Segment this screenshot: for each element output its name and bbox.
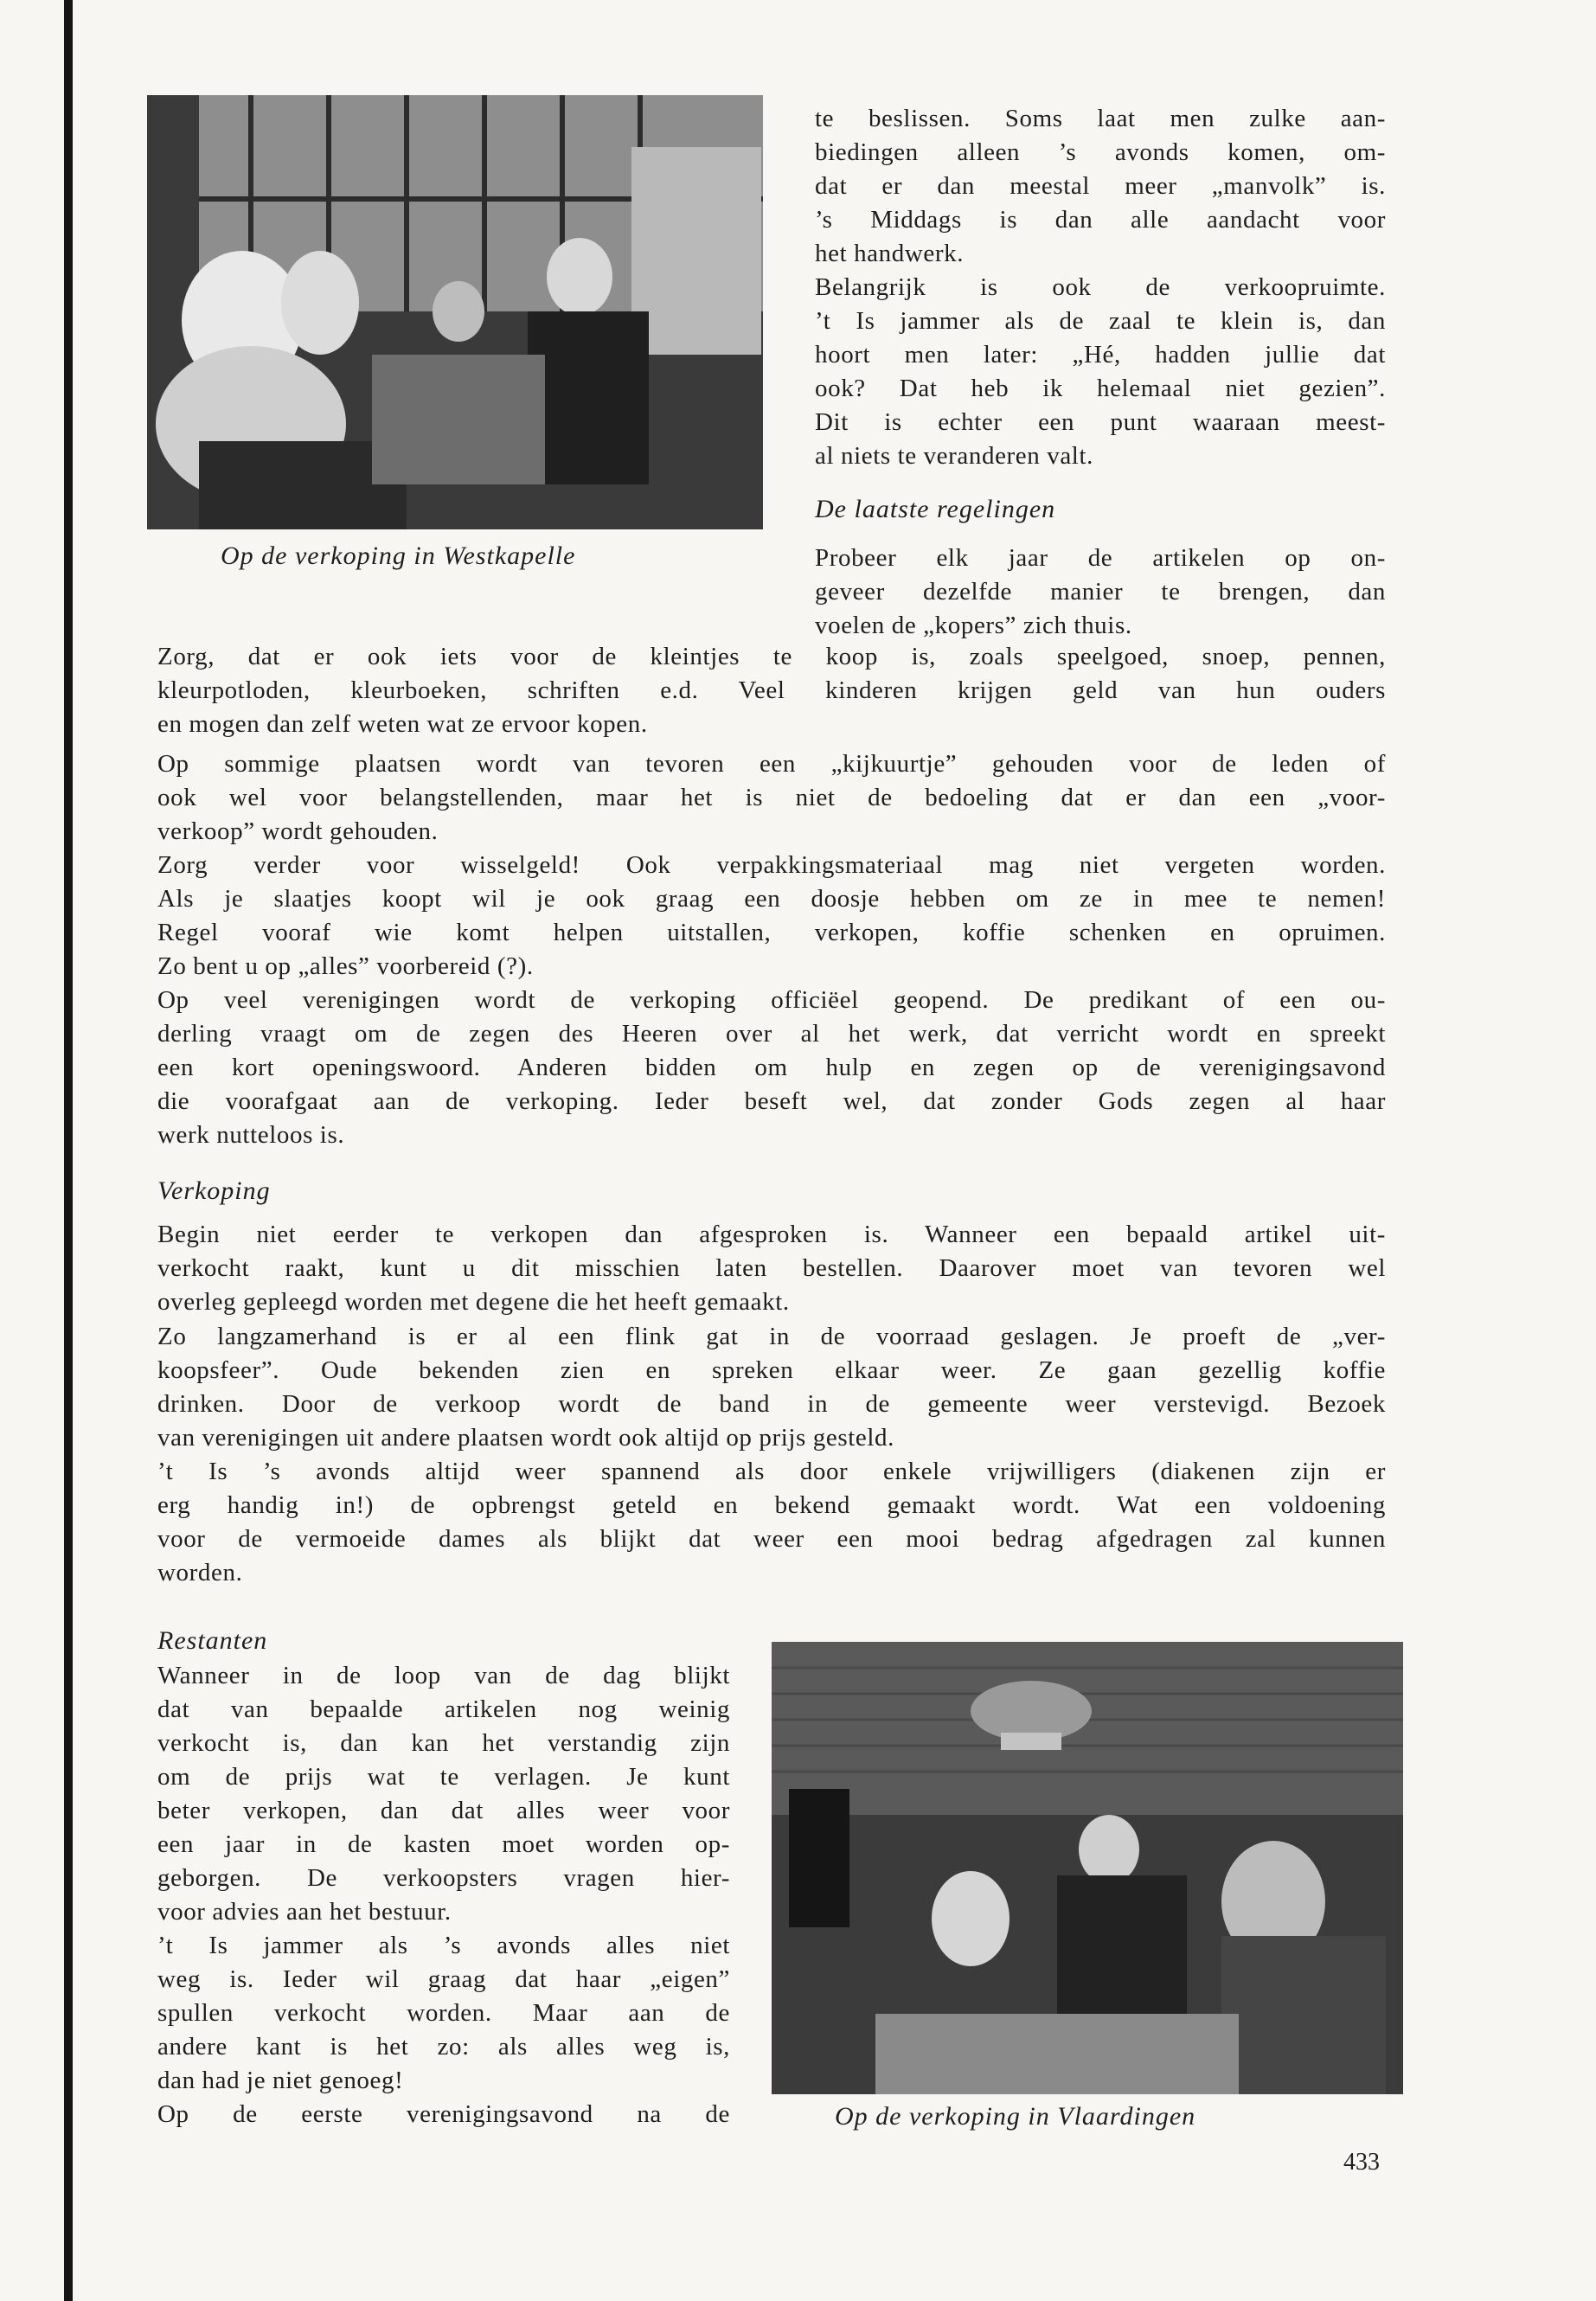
paragraph-begin — [157, 1218, 1386, 1319]
text-line: spullen verkocht worden. Maar aan de — [157, 1999, 730, 2027]
photo-westkapelle — [147, 95, 763, 529]
text-line: Als je slaatjes koopt wil je ook graag een doosje hebben om ze in mee te nemen! — [157, 885, 1386, 913]
paragraph-wisselgeld — [157, 849, 1386, 984]
section-heading-restanten: Restanten — [157, 1626, 268, 1655]
paragraph-opening — [157, 984, 1386, 1152]
text-line: kleurpotloden, kleurboeken, schriften e.d. Veel kinderen krijgen geld van hun ouders — [157, 676, 1386, 704]
text-line: voor advies aan het bestuur. — [157, 1898, 452, 1926]
text-line: die voorafgaat aan de verkoping. Ieder beseft wel, dat zonder Gods zegen al haar — [157, 1087, 1386, 1115]
text-line: om de prijs wat te verlagen. Je kunt — [157, 1763, 730, 1791]
text-line: ook wel voor belangstellenden, maar het is niet de bedoeling dat er dan een „voor- — [157, 784, 1386, 811]
text-line: van verenigingen uit andere plaatsen wordt ook altijd op prijs gesteld. — [157, 1424, 894, 1452]
section-heading-verkoping: Verkoping — [157, 1176, 271, 1205]
text-line: verkocht is, dan kan het verstandig zijn — [157, 1729, 730, 1757]
text-line: Zorg verder voor wisselgeld! Ook verpakkingsmateriaal mag niet vergeten worden. — [157, 851, 1386, 879]
page-number: 433 — [1343, 2149, 1380, 2176]
text-line: koopsfeer”. Oude bekenden zien en spreken elkaar weer. Ze gaan gezellig koffie — [157, 1356, 1386, 1384]
text-line: verkoop” wordt gehouden. — [157, 817, 439, 845]
text-line: ’t Is ’s avonds altijd weer spannend als door enkele vrijwilligers (diakenen zijn er — [157, 1458, 1386, 1485]
paragraph-restanten — [157, 1659, 730, 2131]
text-line: Zo langzamerhand is er al een flink gat in de voorraad geslagen. Je proeft de „ver- — [157, 1323, 1386, 1350]
text-line: Op veel verenigingen wordt de verkoping officiëel geopend. De predikant of een ou- — [157, 986, 1386, 1014]
photo-caption-vlaardingen: Op de verkoping in Vlaardingen — [835, 2102, 1196, 2131]
text-line: Regel vooraf wie komt helpen uitstallen, verkopen, koffie schenken en opruimen. — [157, 919, 1386, 946]
text-line: verkocht raakt, kunt u dit misschien laten bestellen. Daarover moet van tevoren wel — [157, 1254, 1386, 1282]
photo-caption-westkapelle: Op de verkoping in Westkapelle — [221, 542, 576, 570]
text-line: dan had je niet genoeg! — [157, 2067, 404, 2094]
text-line: erg handig in!) de opbrengst geteld en bekend gemaakt wordt. Wat een voldoening — [157, 1491, 1386, 1519]
text-line: Dit is echter een punt waaraan meest- — [815, 408, 1386, 436]
text-line: worden. — [157, 1559, 243, 1586]
text-line: geborgen. De verkoopsters vragen hier- — [157, 1864, 730, 1892]
text-line: voor de vermoeide dames als blijkt dat weer een mooi bedrag afgedragen zal kunnen — [157, 1525, 1386, 1553]
text-line: Op de eerste verenigingsavond na de — [157, 2100, 730, 2128]
text-line: overleg gepleegd worden met degene die het heeft gemaakt. — [157, 1288, 790, 1316]
text-line: Wanneer in de loop van de dag blijkt — [157, 1662, 730, 1689]
text-line: Zorg, dat er ook iets voor de kleintjes te koop is, zoals speelgoed, snoep, pennen, — [157, 643, 1386, 670]
text-line: Op sommige plaatsen wordt van tevoren een „kijkuurtje” gehouden voor de leden of — [157, 750, 1386, 778]
text-line: een kort openingswoord. Anderen bidden om hulp en zegen op de verenigingsavond — [157, 1054, 1386, 1081]
text-line: geveer dezelfde manier te brengen, dan — [815, 578, 1386, 606]
text-line: weg is. Ieder wil graag dat haar „eigen” — [157, 1965, 730, 1993]
text-line: werk nutteloos is. — [157, 1121, 345, 1149]
paragraph-kleintjes — [157, 640, 1386, 741]
text-line: ’t Is jammer als de zaal te klein is, dan — [815, 307, 1386, 335]
paragraph-probeer — [815, 542, 1386, 643]
text-line: het handwerk. — [815, 240, 965, 267]
text-line: derling vraagt om de zegen des Heeren over al het werk, dat verricht wordt en spreekt — [157, 1020, 1386, 1048]
text-line: dat van bepaalde artikelen nog weinig — [157, 1695, 730, 1723]
text-line: Begin niet eerder te verkopen dan afgesproken is. Wanneer een bepaald artikel uit- — [157, 1221, 1386, 1248]
text-line: en mogen dan zelf weten wat ze ervoor kopen. — [157, 710, 648, 738]
text-line: drinken. Door de verkoop wordt de band in de gemeente weer verstevigd. Bezoek — [157, 1390, 1386, 1418]
section-heading-laatste-regelingen: De laatste regelingen — [815, 495, 1056, 523]
text-line: biedingen alleen ’s avonds komen, om- — [815, 138, 1386, 166]
text-line: beter verkopen, dan dat alles weer voor — [157, 1797, 730, 1824]
text-line: hoort men later: „Hé, hadden jullie dat — [815, 341, 1386, 369]
text-line: een jaar in de kasten moet worden op- — [157, 1830, 730, 1858]
text-line: Probeer elk jaar de artikelen op on- — [815, 544, 1386, 572]
intro-paragraph — [815, 102, 1386, 473]
text-line: al niets te veranderen valt. — [815, 442, 1093, 470]
text-line: dat er dan meestal meer „manvolk” is. — [815, 172, 1386, 200]
text-line: Zo bent u op „alles” voorbereid (?). — [157, 952, 534, 980]
text-line: ’s Middags is dan alle aandacht voor — [815, 206, 1386, 234]
paragraph-kijkuurtje — [157, 747, 1386, 849]
page-margin-rule — [64, 0, 73, 2301]
text-line: andere kant is het zo: als alles weg is, — [157, 2033, 730, 2061]
text-line: Belangrijk is ook de verkoopruimte. — [815, 273, 1386, 301]
text-line: ’t Is jammer als ’s avonds alles niet — [157, 1932, 730, 1959]
paragraph-voorraad — [157, 1320, 1386, 1455]
text-line: te beslissen. Soms laat men zulke aan- — [815, 105, 1386, 132]
text-line: ook? Dat heb ik helemaal niet gezien”. — [815, 375, 1386, 402]
photo-vlaardingen — [772, 1642, 1403, 2094]
paragraph-opbrengst — [157, 1455, 1386, 1590]
text-line: voelen de „kopers” zich thuis. — [815, 612, 1132, 639]
